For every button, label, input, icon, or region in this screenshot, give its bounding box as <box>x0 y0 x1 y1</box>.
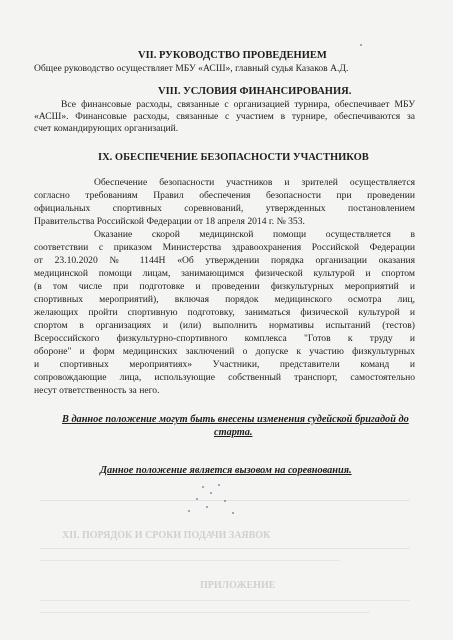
section9-para2-line: сопровождающие лица, использующие собственный транспорт, самостоятельно <box>34 372 415 383</box>
section9-para2-line: спортивных мероприятий), включая порядок медицинского осмотра лиц, <box>34 294 415 305</box>
section9-para1-line: Правительства Российской Федерации от 18 апреля 2014 г. № 353. <box>34 216 305 227</box>
section9-para2-line: желающих пройти спортивную подготовку, заниматься физической культурой и <box>34 307 415 318</box>
section8-heading: VIII. УСЛОВИЯ ФИНАНСИРОВАНИЯ. <box>158 86 352 97</box>
section9-para2-line: медицинской помощи лицам, занимающимся физической культурой и спортом <box>34 268 415 279</box>
bleed-through-line <box>40 612 370 613</box>
bleed-through-line <box>40 560 340 561</box>
section8-line: «АСШ». Финансовые расходы, связанные с участием в турнире, обеспечиваются за <box>34 111 415 122</box>
section9-heading: IX. ОБЕСПЕЧЕНИЕ БЕЗОПАСНОСТИ УЧАСТНИКОВ <box>98 152 369 163</box>
section9-para1-line: Обеспечение безопасности участников и зрителей осуществляется <box>94 177 415 188</box>
section9-para2-line: Всероссийского физкультурно-спортивного комплекса "Готов к труду и <box>34 333 415 344</box>
section9-para2-line: несут ответственность за него. <box>34 385 160 396</box>
section8-line: Все финансовые расходы, связанные с организацией турнира, обеспечивает МБУ <box>61 99 415 110</box>
section7-text: Общее руководство осуществляет МБУ «АСШ», главный судья Казаков А.Д. <box>34 63 349 74</box>
section8-line: счет командирующих организаций. <box>34 123 179 134</box>
section7-heading: VII. РУКОВОДСТВО ПРОВЕДЕНИЕМ <box>138 50 327 61</box>
section9-para2-line: от 23.10.2020 № 1144Н «Об утверждении порядка организации оказания <box>34 255 415 266</box>
changes-note: В данное положение могут быть внесены изменения судейской бригадой до <box>62 414 409 425</box>
bleed-through-line <box>40 548 410 549</box>
section9-para2-line: обороне" и форм медицинских заключений о допуске к участию физкультурных <box>34 346 415 357</box>
section9-para1-line: официальных спортивных соревнований, утвержденных постановлением <box>34 203 415 214</box>
section9-para2-line: Оказание скорой медицинской помощи осуществляется в <box>94 229 415 240</box>
section9-para1-line: согласно требованиям Правил обеспечения безопасности при проведении <box>34 190 415 201</box>
bleed-through-heading: XII. ПОРЯДОК И СРОКИ ПОДАЧИ ЗАЯВОК <box>62 530 271 541</box>
section9-para2-line: соответствии с приказом Министерства здравоохранения Российской Федерации <box>34 242 415 253</box>
bleed-through-heading: ПРИЛОЖЕНИЕ <box>200 580 276 591</box>
section9-para2-line: спортом в организациях и (или) выполнить нормативы испытаний (тестов) <box>34 320 415 331</box>
section9-para2-line: (в том числе при подготовке и проведении физкультурных мероприятий и <box>34 281 415 292</box>
section9-para2-line: и спортивных мероприятиях» Участники, представители команд и <box>34 359 415 370</box>
bleed-through-line <box>40 600 410 601</box>
invitation-note: Данное положение является вызовом на соревнования. <box>100 465 352 476</box>
changes-note-cont: старта. <box>214 427 253 438</box>
